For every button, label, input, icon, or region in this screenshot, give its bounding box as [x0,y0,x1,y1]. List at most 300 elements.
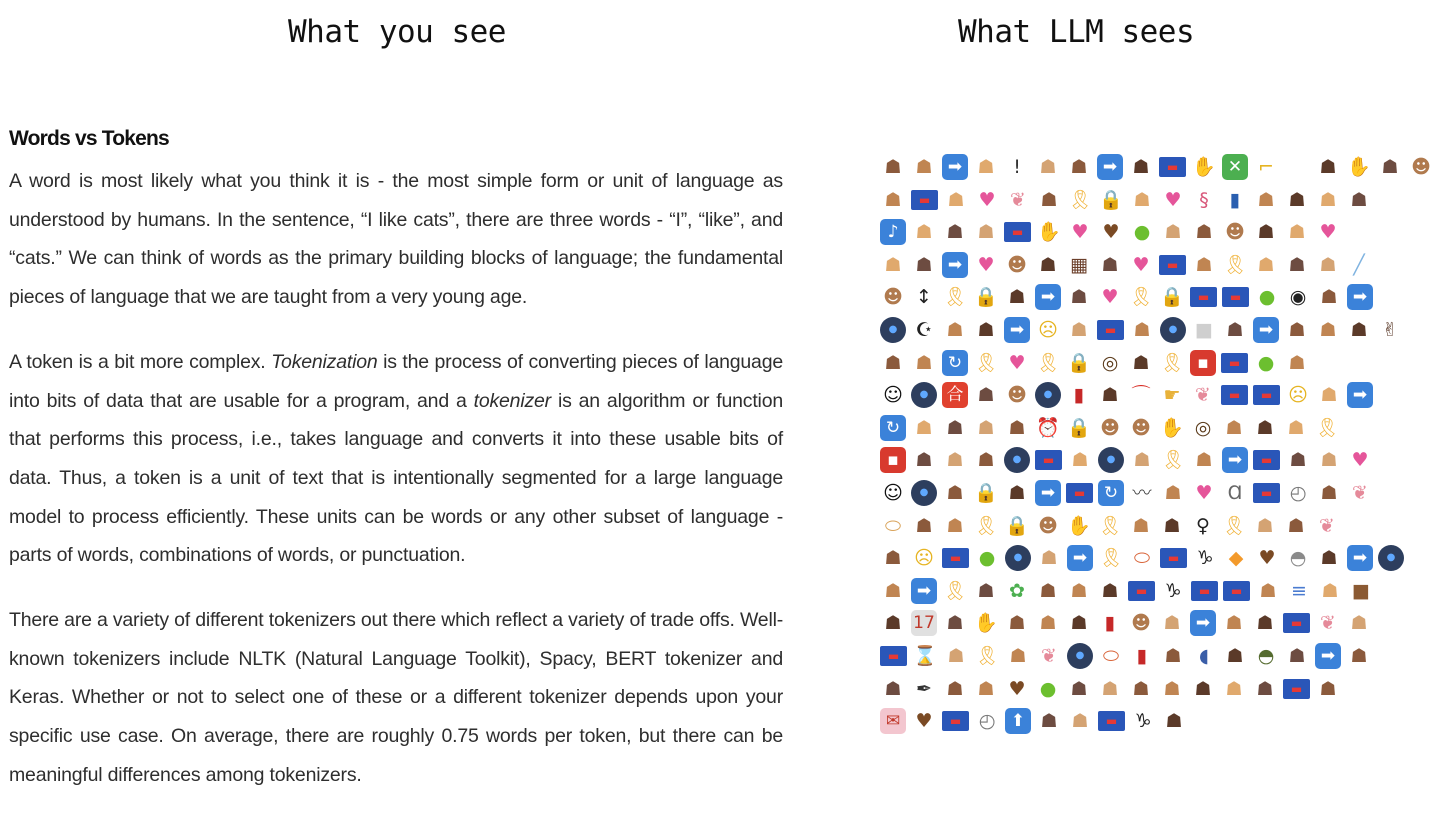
fairy-icon: ☗ [946,612,964,635]
right-arrow-icon: ➡ [1315,643,1341,669]
scientist-icon: ☗ [946,449,964,472]
dancer-icon: ☗ [1288,644,1306,667]
person-blond-icon: ☗ [947,644,965,667]
thread-icon: ▮ [1229,188,1241,211]
person-walking-icon: ☗ [884,188,902,211]
ufo-icon: ◓ [1289,547,1307,570]
people-icon: ☗ [1040,188,1058,211]
detective-icon: ☗ [1256,416,1274,439]
brown-heart-icon: ♥ [1008,677,1026,700]
dancer-icon: ☗ [1164,481,1182,504]
emoji-row [880,578,1390,611]
teacher-icon: ☗ [1132,514,1150,537]
flag-icon: ▬ [1066,483,1093,503]
right-arrow-icon: ➡ [1004,317,1030,343]
ribbon-icon: 🎗 [974,644,1000,667]
brown-heart-icon: ♥ [1102,221,1120,244]
wavy-dash-icon: 〰 [1132,481,1152,504]
emoji-row [880,187,1390,220]
person-icon: ☗ [1040,710,1058,733]
lock-icon: 🔒 [1067,416,1091,439]
bento-icon: ▦ [1070,253,1088,276]
lock-icon: 🔒 [1099,188,1123,211]
ribbon-icon: 🎗 [1221,514,1247,537]
person-kneeling-icon: ☗ [1008,612,1026,635]
lock-icon: 🔒 [974,481,998,504]
wheelchair-icon: ☗ [1320,384,1338,407]
ribbon-icon: 🎗 [973,351,999,374]
repeat-icon: ↻ [1098,480,1124,506]
ninja-icon: ☗ [884,612,902,635]
emoji-row [880,447,1390,480]
dancer-icon: ☗ [977,579,995,602]
dancer-icon: ☗ [1039,579,1057,602]
person-with-cane-icon: ☗ [1226,318,1244,341]
couple-heart-icon: ♥ [1071,221,1089,244]
wheelchair-icon: ☗ [1350,612,1368,635]
clock-icon: ◴ [978,710,996,733]
face-icon: ☻ [1007,253,1027,276]
capricorn-icon: ♑ [1196,547,1214,570]
shushing-face-icon: ☹ [1038,318,1058,341]
detective-icon: ☗ [1288,351,1306,374]
flag-icon: ▬ [1222,287,1249,307]
wheelchair-icon: ☗ [1163,612,1181,635]
person-icon: ☗ [1071,710,1089,733]
person-icon: ☗ [946,514,964,537]
flag-icon: ▬ [1223,581,1250,601]
flag-icon: ▬ [1221,353,1248,373]
paragraph-text: There are a variety of different tokenizers out there which reflect a variety of trade offs. Well-known tokenizers include NLTK (Natural Language Toolkit), Spacy, BERT tokenizer and Keras. Whether or not to select one of these or a different tokenizer depends upon your specific use case. On average, there are roughly 0.75 words per token, but there can be meaningful differences among tokenizers. [9,609,783,786]
person-kneeling-icon: ☗ [977,384,995,407]
pen-icon: ✒ [916,677,932,700]
fairy-icon: ☗ [1257,188,1275,211]
capricorn-icon: ♑ [1164,579,1182,602]
ribbon-icon: 🎗 [973,514,999,537]
graduate-icon: ☗ [1287,416,1305,439]
lungs-icon: ❦ [1041,644,1057,667]
flag-icon: ▬ [1004,222,1031,242]
worm-icon: § [1199,188,1209,211]
letter-c-icon: Ɑ [1227,481,1243,504]
postbox-icon: ▪ [880,447,906,473]
books-icon: ≡ [1291,579,1307,602]
face-icon: ☻ [1100,416,1120,439]
person-walking-icon: ☗ [1070,677,1088,700]
guard-icon: ☗ [1194,677,1212,700]
raised-hand-icon: ✋ [974,612,998,635]
repeat-icon: ↻ [942,350,968,376]
person-icon: ☗ [1320,449,1338,472]
emoji-row [880,708,1390,741]
ribbon-icon: 🎗 [1160,449,1186,472]
weightlifter-icon: ☗ [1070,318,1088,341]
teacher-icon: ☗ [1257,253,1275,276]
person-walking-icon: ☗ [1319,253,1337,276]
lock-icon: 🔒 [1067,351,1091,374]
cross-mark-icon: ✕ [1222,154,1248,180]
article [9,126,783,821]
lock-icon: 🔒 [1005,514,1029,537]
button-icon: ● [880,317,906,343]
female-sign-icon: ♀ [1196,514,1210,537]
witch-icon: ☗ [884,253,902,276]
chili-icon: ⌒ [1131,384,1151,407]
surfer-icon: ☗ [915,514,933,537]
calendar-icon: 17 [911,610,937,636]
clock-icon: ◴ [1289,481,1307,504]
person-walking-icon: ☗ [1070,286,1088,309]
police-officer-icon: ☗ [1288,221,1306,244]
book-icon: ▮ [1136,644,1148,667]
lungs-icon: ❦ [1195,384,1211,407]
flag-icon: ▬ [1159,255,1186,275]
lock-icon: 🔒 [974,286,998,309]
person-kneeling-icon: ☗ [977,318,995,341]
dancer-icon: ☗ [915,449,933,472]
person-kneeling-icon: ☗ [1163,514,1181,537]
paragraph-text: A word is most likely what you think it is - the most simple form or unit of language as understood by humans. In the sentence, “I like cats”, there are three words - “I”, “like”, and “cats.” We can think of words as the primary building blocks of language; the fundamental pieces of language that we are taught from a very young age. [9,170,783,309]
dancer-icon: ☗ [884,677,902,700]
right-arrow-icon: ➡ [911,578,937,604]
swimmer-icon: ☗ [1009,644,1027,667]
flag-icon: ▬ [1283,679,1310,699]
paragraph-words [9,162,783,317]
exclamation-icon: ! [1013,156,1021,178]
weightlifter-icon: ☗ [1071,449,1089,472]
emoji-row [880,252,1390,285]
book-icon: ▮ [1073,384,1085,407]
person-walking-icon: ☗ [1350,188,1368,211]
button-icon: ● [1005,545,1031,571]
weightlifter-icon: ☗ [1132,156,1150,178]
flag-icon: ▬ [1221,385,1248,405]
person-turban-icon: ☗ [947,188,965,211]
face-icon: ☻ [883,286,903,309]
person-kneeling-icon: ☗ [1287,514,1305,537]
person-kneeling-icon: ☗ [915,416,933,439]
right-arrow-icon: ➡ [1222,447,1248,473]
flag-icon: ▬ [942,711,969,731]
person-kneeling-icon: ☗ [977,449,995,472]
person-icon: ☗ [977,416,995,439]
weightlifter-icon: ☗ [1289,449,1307,472]
emoji-token-grid [880,154,1431,741]
wheelchair-icon: ☗ [884,579,902,602]
emoji-row [880,154,1431,187]
repeat-icon: ↻ [880,415,906,441]
right-arrow-icon: ➡ [1035,480,1061,506]
ribbon-icon: 🎗 [1128,286,1154,309]
up-down-arrow-icon: ↕ [916,286,932,309]
right-arrow-icon: ➡ [1097,154,1123,180]
superhero-icon: ☗ [946,677,964,700]
flag-icon: ▬ [1098,711,1125,731]
button-icon: ● [1378,545,1404,571]
farmer-icon: ☗ [884,547,902,570]
person-kneeling-icon: ☗ [915,221,933,244]
farmer-icon: ☗ [1164,644,1182,667]
emoji-row [880,676,1390,709]
raised-hand-icon: ✋ [1160,416,1184,439]
emoji-row [880,643,1390,676]
person-running-icon: ☗ [1256,677,1274,700]
emoji-row [880,350,1390,383]
person-kneeling-icon: ☗ [1319,677,1337,700]
person-blond-icon: ☗ [1132,677,1150,700]
button-icon: ● [1160,317,1186,343]
star-crescent-icon: ☪ [915,318,933,341]
right-arrow-icon: ➡ [1035,284,1061,310]
person-icon: ☗ [946,318,964,341]
person-walking-icon: ☗ [915,351,933,374]
weightlifter-icon: ☗ [1101,384,1119,407]
person-kneeling-icon: ☗ [1195,253,1213,276]
wheelchair-icon: ☗ [1008,286,1026,309]
person-with-cane-icon: ☗ [915,253,933,276]
smiley-icon: ☺ [883,384,903,407]
cartwheel-icon: ☗ [1070,612,1088,635]
person-kneeling-icon: ☗ [977,677,995,700]
dancer-icon: ☗ [1350,644,1368,667]
flag-icon: ▬ [1097,320,1124,340]
dancer-icon: ☗ [1319,318,1337,341]
blank-tile-icon: ■ [1195,318,1213,341]
people-holding-hands-icon: ☗ [977,156,995,178]
right-arrow-icon: ➡ [1347,545,1373,571]
victory-hand-icon: ✌ [1382,318,1398,341]
person-running-icon: ☗ [915,156,933,178]
title-what-llm-sees: What LLM sees [958,14,1195,50]
witch-icon: ☗ [946,221,964,244]
flag-icon: ▬ [1160,548,1187,568]
ruler-icon: ╱ [1353,253,1365,276]
dancer-icon: ☗ [1256,612,1274,635]
emoji-row [880,382,1390,415]
ribbon-icon: 🎗 [942,579,968,602]
seedling-icon: ✿ [1009,579,1025,602]
teacher-icon: ☗ [1225,677,1243,700]
couple-heart-icon: ♥ [1351,449,1369,472]
button-icon: ● [911,480,937,506]
teacher-icon: ☗ [1195,221,1213,244]
brown-heart-icon: ♥ [1258,547,1276,570]
button-icon: ● [911,382,937,408]
wheelchair-icon: ☗ [1320,547,1338,570]
dancer-icon: ☗ [1163,677,1181,700]
orange-diamond-icon: ◆ [1228,547,1244,570]
emoji-row [880,545,1396,578]
pan-icon: ◎ [1194,416,1212,439]
love-letter-icon: ✉ [880,708,906,734]
scientist-icon: ☗ [1132,351,1150,374]
person-kneeling-icon: ☗ [1070,156,1088,178]
dancer-icon: ☗ [1226,644,1244,667]
flag-icon: ▬ [1253,483,1280,503]
couple-heart-icon: ♥ [1319,221,1337,244]
flag-icon: ▬ [1035,450,1062,470]
flag-icon: ▬ [1253,385,1280,405]
lock-icon: 🔒 [1160,286,1184,309]
ribbon-icon: 🎗 [1222,253,1248,276]
up-arrow-icon: ⬆ [1005,708,1031,734]
teacher-icon: ☗ [1320,481,1338,504]
person-with-cane-icon: ☗ [1319,156,1337,178]
capricorn-icon: ♑ [1134,710,1152,733]
italic-term: tokenizer [473,389,551,412]
person-running-icon: ☗ [1320,286,1338,309]
face-icon: ☻ [1007,384,1027,407]
surfer-icon: ☗ [1350,318,1368,341]
ribbon-icon: 🎗 [942,286,968,309]
emoji-row [880,610,1390,643]
brown-square-icon: ■ [1352,579,1370,602]
couple-heart-icon: ♥ [1195,481,1213,504]
weightlifter-icon: ☗ [1381,156,1399,178]
person-icon: ☗ [1321,579,1339,602]
weightlifter-icon: ☗ [1039,156,1057,178]
section-heading: Words vs Tokens [9,127,169,150]
face-icon: ☻ [1038,514,1058,537]
witch-icon: ☗ [1257,221,1275,244]
couple-heart-icon: ♥ [977,253,995,276]
title-what-you-see: What you see [288,14,506,50]
paragraph-tokens [9,343,783,575]
couple-heart-icon: ♥ [1008,351,1026,374]
office-worker-icon: ☗ [1070,579,1088,602]
pointing-hand-icon: ☛ [1163,384,1181,407]
flag-icon: ▬ [1191,581,1218,601]
face-icon: ☻ [1225,221,1245,244]
handshake-icon: ✋ [1192,156,1216,178]
button-icon: ● [1098,447,1124,473]
couple-heart-icon: ♥ [1101,286,1119,309]
lungs-icon: ❦ [1352,481,1368,504]
dancer-icon: ☗ [1165,710,1183,733]
right-arrow-icon: ➡ [942,154,968,180]
button-icon: ● [1004,447,1030,473]
person-walking-icon: ☗ [1195,449,1213,472]
bread-icon: ⬭ [884,514,902,537]
green-apple-icon: ● [1133,221,1151,244]
leg-icon: ⌐ [1258,156,1274,178]
flag-icon: ▬ [942,548,969,568]
flag-icon: ▬ [1128,581,1155,601]
emoji-row [880,317,1398,350]
emoji-row [880,480,1390,513]
lungs-icon: ❦ [1320,612,1336,635]
ribbon-icon: 🎗 [1067,188,1093,211]
police-officer-icon: ☗ [977,221,995,244]
green-apple-icon: ● [1039,677,1057,700]
family-icon: ☗ [1164,221,1182,244]
couple-heart-icon: ♥ [1132,253,1150,276]
teacher-icon: ☗ [1256,514,1274,537]
ribbon-icon: 🎗 [1159,351,1185,374]
speaking-head-icon: ◖ [1198,644,1209,667]
dancer-icon: ☗ [1288,188,1306,211]
ribbon-icon: 🎗 [1035,351,1061,374]
flag-icon: ▬ [1159,157,1186,177]
superhero-icon: ☗ [946,416,964,439]
face-icon: ☻ [1411,156,1431,178]
green-apple-icon: ● [1258,286,1276,309]
eye-icon: ◉ [1289,286,1307,309]
person-standing-icon: ☗ [884,156,902,178]
alarm-clock-icon: ⏰ [1036,416,1060,439]
postbox-icon: ▪ [1190,350,1216,376]
weightlifter-icon: ☗ [1133,318,1151,341]
ribbon-icon: 🎗 [1098,547,1124,570]
thumbs-up-icon: ✋ [1037,221,1061,244]
blank [1284,154,1310,180]
hands-icon: ✋ [1067,514,1091,537]
green-apple-icon: ● [1257,351,1275,374]
cartwheel-icon: ☗ [1008,416,1026,439]
emoji-row [880,284,1390,317]
person-walking-icon: ☗ [946,481,964,504]
swimmer-icon: ☗ [1225,416,1243,439]
lungs-icon: ❦ [1010,188,1026,211]
face-icon: ☻ [1131,612,1151,635]
flag-icon: ▬ [1283,613,1310,633]
dancer-icon: ☗ [1101,579,1119,602]
right-arrow-icon: ➡ [942,252,968,278]
paragraph-text: is the process of converting pieces of language into bits of data that are usable for a program, and a [9,350,783,412]
military-helmet-icon: ◓ [1257,644,1275,667]
raised-hand-icon: ✋ [1347,156,1371,178]
emoji-row [880,513,1390,546]
witch-icon: ☗ [1039,253,1057,276]
green-apple-icon: ● [978,547,996,570]
smiley-icon: ☺ [883,481,903,504]
flag-icon: ▬ [880,646,907,666]
couple-heart-icon: ♥ [1164,188,1182,211]
wheelchair-icon: ☗ [1040,547,1058,570]
right-arrow-icon: ➡ [1190,610,1216,636]
japanese-sign-icon: 合 [942,382,968,408]
confused-face-icon: ☹ [1288,384,1308,407]
couple-heart-icon: ♥ [978,188,996,211]
emoji-row [880,219,1390,252]
italic-term: Tokenization [271,350,378,373]
lungs-icon: ❦ [1319,514,1335,537]
face-icon: ☻ [1131,416,1151,439]
paragraph-tokenizers [9,601,783,795]
person-kneeling-icon: ☗ [1008,481,1026,504]
flag-icon: ▬ [1190,287,1217,307]
right-arrow-icon: ➡ [1347,382,1373,408]
hot-dog-icon: ⬭ [1102,644,1120,667]
paragraph-text: is an algorithm or function that performs this process, i.e., takes language and converts it into these usable bits of data. Thus, a token is a unit of text that is intentionally segmented for a large language model to process efficiently. These units can be words or any other subset of language - parts of words, combinations of words, or punctuation. [9,389,783,567]
person-blond-icon: ☗ [1288,253,1306,276]
brown-heart-icon: ♥ [915,710,933,733]
hourglass-icon: ⌛ [913,644,937,667]
ribbon-icon: 🎗 [1314,416,1340,439]
right-arrow-icon: ➡ [1067,545,1093,571]
hot-dog-icon: ⬭ [1133,547,1151,570]
farmer-icon: ☗ [1039,612,1057,635]
weightlifter-icon: ☗ [884,351,902,374]
right-arrow-icon: ➡ [1347,284,1373,310]
graduate-icon: ☗ [1259,579,1277,602]
emoji-row [880,415,1390,448]
button-icon: ● [1035,382,1061,408]
book-icon: ▮ [1104,612,1116,635]
ribbon-icon: 🎗 [1097,514,1123,537]
people-icon: ☗ [1133,449,1151,472]
fairy-icon: ☗ [1101,253,1119,276]
